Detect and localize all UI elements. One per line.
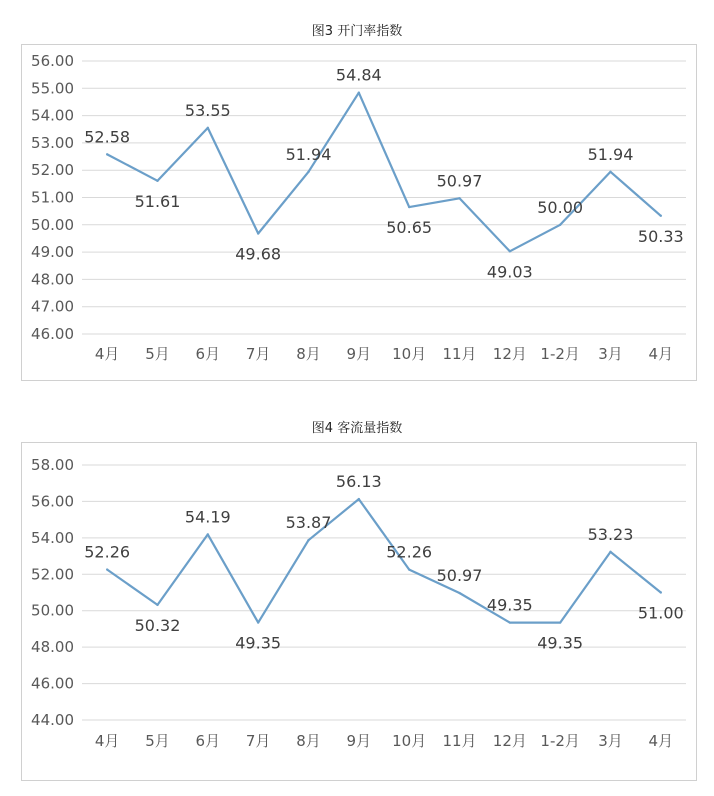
- data-point: [358, 498, 360, 500]
- x-tick-label: 7月: [245, 732, 271, 750]
- data-label: 49.68: [235, 244, 282, 264]
- data-label: 49.35: [537, 633, 584, 653]
- data-point: [509, 621, 511, 623]
- y-tick-label: 51.00: [31, 188, 74, 207]
- y-tick-label: 48.00: [31, 270, 74, 289]
- data-point: [408, 206, 410, 208]
- data-label: 52.58: [84, 127, 131, 147]
- data-point: [207, 533, 209, 535]
- data-label: 50.97: [436, 171, 483, 191]
- x-tick-label: 10月: [392, 345, 427, 363]
- y-tick-label: 46.00: [31, 674, 74, 693]
- x-tick-label: 12月: [492, 345, 527, 363]
- data-label: 52.26: [386, 542, 433, 562]
- data-point: [156, 180, 158, 182]
- data-label: 51.00: [637, 603, 684, 623]
- x-tick-label: 6月: [195, 732, 221, 750]
- data-label: 52.26: [84, 542, 131, 562]
- data-label: 50.32: [134, 615, 181, 635]
- x-tick-label: 10月: [392, 732, 427, 750]
- data-point: [660, 215, 662, 217]
- x-tick-label: 11月: [442, 732, 477, 750]
- data-point: [609, 171, 611, 173]
- data-label: 49.35: [235, 633, 282, 653]
- x-tick-label: 9月: [346, 732, 372, 750]
- x-tick-label: 1-2月: [540, 345, 580, 363]
- data-point: [156, 604, 158, 606]
- y-tick-label: 46.00: [31, 325, 74, 343]
- data-label: 51.94: [285, 144, 332, 164]
- data-point: [509, 250, 511, 252]
- data-point: [458, 197, 460, 199]
- y-tick-label: 47.00: [31, 297, 74, 316]
- data-point: [559, 224, 561, 226]
- chart-title: 图4 客流量指数: [311, 421, 403, 436]
- data-label: 54.84: [335, 65, 382, 85]
- data-label: 50.97: [436, 566, 483, 586]
- data-label: 53.87: [285, 513, 332, 533]
- y-tick-label: 50.00: [31, 215, 74, 234]
- data-point: [207, 127, 209, 129]
- data-point: [106, 153, 108, 155]
- data-label: 49.03: [486, 262, 533, 282]
- y-tick-label: 53.00: [31, 133, 74, 152]
- y-tick-label: 52.00: [31, 161, 74, 180]
- data-point: [660, 591, 662, 593]
- data-point: [307, 539, 309, 541]
- data-point: [609, 551, 611, 553]
- data-label: 50.65: [386, 218, 433, 238]
- data-label: 50.00: [537, 197, 584, 217]
- y-tick-label: 55.00: [31, 79, 74, 98]
- x-tick-label: 5月: [145, 345, 170, 363]
- data-label: 51.94: [587, 144, 634, 164]
- x-tick-label: 3月: [598, 345, 623, 363]
- data-point: [559, 621, 561, 623]
- data-label: 56.13: [335, 472, 382, 492]
- x-tick-label: 11月: [442, 345, 477, 363]
- data-label: 53.23: [587, 524, 634, 544]
- data-point: [257, 232, 259, 234]
- x-tick-label: 12月: [492, 732, 527, 750]
- x-tick-label: 5月: [145, 732, 170, 750]
- data-point: [106, 568, 108, 570]
- x-tick-label: 8月: [296, 732, 321, 750]
- data-point: [458, 592, 460, 594]
- data-label: 50.33: [637, 226, 684, 246]
- y-tick-label: 58.00: [31, 456, 74, 474]
- y-tick-label: 49.00: [31, 243, 74, 262]
- x-tick-label: 4月: [648, 345, 674, 363]
- x-tick-label: 9月: [346, 345, 372, 363]
- data-label: 51.61: [134, 191, 181, 211]
- x-tick-label: 4月: [648, 732, 674, 750]
- data-label: 54.19: [184, 507, 231, 527]
- x-tick-label: 4月: [94, 732, 120, 750]
- x-tick-label: 4月: [94, 345, 120, 363]
- x-tick-label: 7月: [245, 345, 271, 363]
- y-tick-label: 54.00: [31, 106, 74, 125]
- data-label: 53.55: [184, 100, 231, 120]
- data-point: [307, 171, 309, 173]
- y-tick-label: 56.00: [31, 492, 74, 511]
- x-tick-label: 3月: [598, 732, 623, 750]
- y-tick-label: 56.00: [31, 52, 74, 70]
- y-tick-label: 50.00: [31, 601, 74, 620]
- x-tick-label: 6月: [195, 345, 221, 363]
- x-tick-label: 8月: [296, 345, 321, 363]
- chart-title: 图3 开门率指数: [311, 24, 403, 39]
- data-point: [257, 621, 259, 623]
- data-label: 49.35: [486, 595, 533, 615]
- y-tick-label: 44.00: [31, 711, 74, 729]
- y-tick-label: 52.00: [31, 565, 74, 584]
- y-tick-label: 48.00: [31, 638, 74, 657]
- data-point: [408, 568, 410, 570]
- data-point: [358, 91, 360, 93]
- x-tick-label: 1-2月: [540, 732, 580, 750]
- y-tick-label: 54.00: [31, 528, 74, 547]
